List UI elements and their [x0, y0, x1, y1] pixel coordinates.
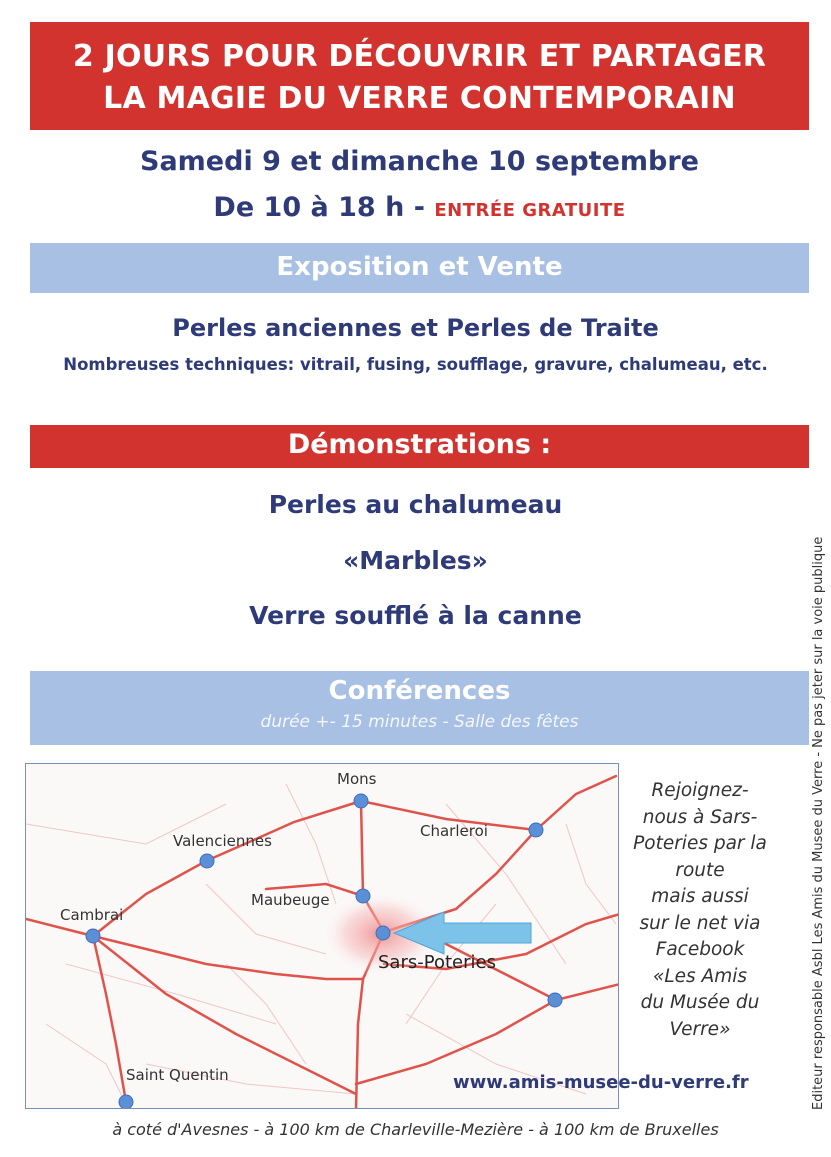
join-line: route — [675, 859, 725, 881]
join-line: mais aussi — [651, 886, 749, 907]
header-line-2: LA MAGIE DU VERRE CONTEMPORAIN — [103, 81, 736, 116]
join-line: Facebook — [655, 939, 745, 960]
header-line-1: 2 JOURS POUR DÉCOUVRIR ET PARTAGER — [72, 39, 767, 74]
join-us-text — [620, 778, 780, 1043]
publisher-note: Editeur responsable Asbl Les Amis du Musee du Verre - Ne pas jeter sur la voie publique — [811, 536, 826, 1110]
demo-item: Perles au chalumeau — [268, 490, 563, 519]
website-link[interactable]: www.amis-musee-du-verre.fr — [453, 1072, 749, 1093]
city-label: Charleroi — [420, 822, 488, 840]
join-line: sur le net via — [639, 912, 761, 934]
city-label: Maubeuge — [251, 891, 330, 909]
conferences-heading: Conférences — [328, 676, 511, 706]
demo-item: «Marbles» — [343, 546, 488, 575]
event-hours: De 10 à 18 h - — [213, 192, 425, 223]
pearls-title: Perles anciennes et Perles de Traite — [172, 314, 659, 342]
road-map — [25, 763, 619, 1109]
location-footer: à coté d'Avesnes - à 100 km de Charleville-Mezière - à 100 km de Bruxelles — [112, 1120, 719, 1139]
city-label: Valenciennes — [173, 832, 272, 850]
free-entry-label: ENTRÉE GRATUITE — [434, 200, 626, 221]
demonstrations-heading: Démonstrations : — [30, 425, 809, 468]
techniques-list: Nombreuses techniques: vitrail, fusing, soufflage, gravure, chalumeau, etc. — [63, 355, 768, 374]
city-label: Mons — [337, 770, 377, 788]
event-dates: Samedi 9 et dimanche 10 septembre — [140, 146, 699, 177]
join-line: Rejoignez- — [651, 780, 749, 801]
header-banner — [30, 22, 809, 130]
demo-item: Verre soufflé à la canne — [249, 601, 582, 630]
conferences-banner — [30, 671, 809, 745]
join-line: du Musée du — [640, 992, 760, 1013]
join-line: Poteries par la — [633, 833, 767, 854]
city-label: Cambrai — [60, 906, 124, 924]
event-hours-line — [30, 192, 809, 223]
join-line: Verre» — [669, 1018, 731, 1040]
exposition-heading: Exposition et Vente — [30, 243, 809, 293]
join-line: «Les Amis — [652, 965, 748, 987]
conferences-subtitle: durée +- 15 minutes - Salle des fêtes — [260, 712, 579, 732]
join-line: nous à Sars- — [642, 806, 758, 828]
city-label: Saint Quentin — [126, 1066, 229, 1084]
destination-label: Sars-Poteries — [378, 952, 496, 973]
map-roads — [26, 764, 619, 1109]
